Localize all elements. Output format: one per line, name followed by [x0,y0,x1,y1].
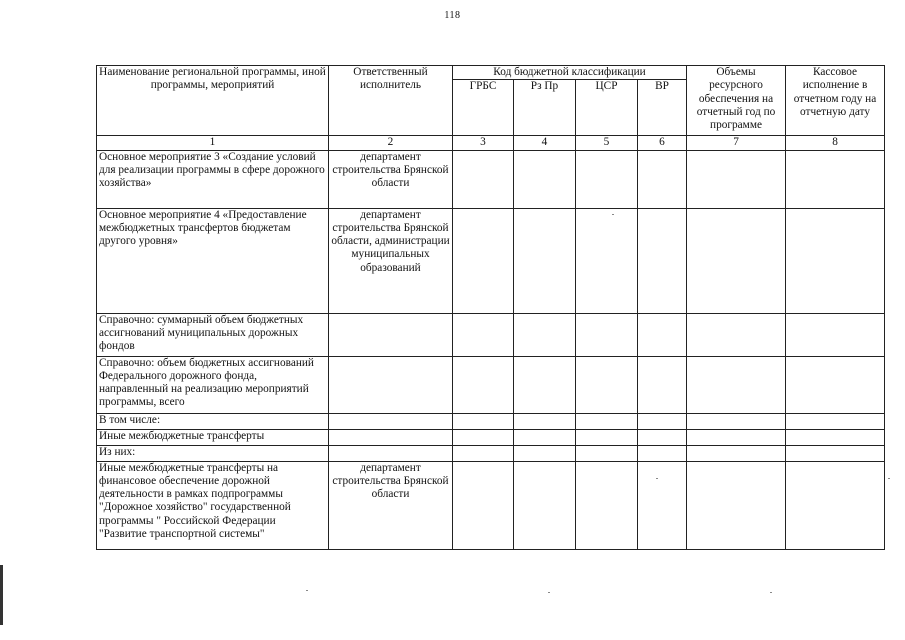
empty-cell [687,313,786,356]
row-name-cell: Основное мероприятие 4 «Предоставление межбюджетных трансфертов бюджетам другого уровня» [97,208,329,313]
row-name-cell: Справочно: суммарный объем бюджетных ассигнований муниципальных дорожных фондов [97,313,329,356]
empty-cell [514,313,576,356]
scan-edge-mark [0,565,3,625]
header-executor: Ответственный исполнитель [329,66,453,136]
row-executor-cell: департамент строительства Брянской области [329,150,453,208]
row-executor-cell [329,445,453,461]
row-executor-cell: департамент строительства Брянской области [329,461,453,549]
budget-report-table [96,65,885,550]
scan-speck [656,478,658,479]
empty-cell [786,429,885,445]
table-row [97,461,885,549]
table-row [97,208,885,313]
empty-cell [687,445,786,461]
header-budget-code: Код бюджетной классификации [453,66,687,80]
header-name: Наименование региональной программы, иной программы, мероприятий [97,66,329,136]
empty-cell [514,461,576,549]
empty-cell [786,356,885,413]
column-number: 5 [576,136,638,150]
empty-cell [638,208,687,313]
header-volume: Объемы ресурсного обеспечения на отчетный год по программе [687,66,786,136]
empty-cell [638,429,687,445]
empty-cell [514,413,576,429]
header-rzpr: Рз Пр [514,80,576,136]
row-name-cell: Основное мероприятие 3 «Создание условий для реализации программы в сфере дорожного хозяйства» [97,150,329,208]
table-row [97,313,885,356]
empty-cell [453,445,514,461]
empty-cell [638,356,687,413]
column-number: 6 [638,136,687,150]
row-name-cell: Иные межбюджетные трансферты на финансовое обеспечение дорожной деятельности в рамках подпрограммы "Дорожное хозяйство" государственной программы " Российской Федерации "Развитие транспортной системы" [97,461,329,549]
empty-cell [514,429,576,445]
empty-cell [786,208,885,313]
empty-cell [687,356,786,413]
empty-cell [687,461,786,549]
empty-cell [453,150,514,208]
row-executor-cell [329,413,453,429]
scan-speck [612,214,614,215]
column-number: 1 [97,136,329,150]
empty-cell [453,429,514,445]
row-name-cell: Справочно: объем бюджетных ассигнований Федерального дорожного фонда, направленный на реализацию мероприятий программы, всего [97,356,329,413]
empty-cell [786,445,885,461]
empty-cell [786,461,885,549]
table-row [97,356,885,413]
column-number-row [97,136,885,150]
header-cash: Кассовое исполнение в отчетном году на отчетную дату [786,66,885,136]
row-name-cell: В том числе: [97,413,329,429]
scan-speck [770,592,772,593]
column-number: 2 [329,136,453,150]
empty-cell [638,150,687,208]
row-executor-cell [329,313,453,356]
row-executor-cell [329,356,453,413]
empty-cell [514,356,576,413]
empty-cell [687,208,786,313]
row-executor-cell: департамент строительства Брянской области, администрации муниципальных образований [329,208,453,313]
column-number: 7 [687,136,786,150]
empty-cell [576,356,638,413]
scan-speck [306,590,308,591]
header-vr: ВР [638,80,687,136]
empty-cell [638,313,687,356]
empty-cell [687,413,786,429]
empty-cell [786,150,885,208]
empty-cell [453,413,514,429]
empty-cell [687,429,786,445]
table-row [97,413,885,429]
empty-cell [786,413,885,429]
empty-cell [576,461,638,549]
row-name-cell: Из них: [97,445,329,461]
table-row [97,445,885,461]
empty-cell [576,413,638,429]
scan-speck [548,592,550,593]
empty-cell [453,208,514,313]
table-row [97,150,885,208]
empty-cell [514,208,576,313]
empty-cell [514,150,576,208]
empty-cell [576,150,638,208]
scan-speck [888,478,890,479]
column-number: 3 [453,136,514,150]
empty-cell [576,313,638,356]
column-number: 4 [514,136,576,150]
empty-cell [687,150,786,208]
page-number: 118 [444,10,461,21]
empty-cell [638,413,687,429]
empty-cell [453,313,514,356]
empty-cell [453,461,514,549]
empty-cell [453,356,514,413]
empty-cell [576,208,638,313]
table-row [97,429,885,445]
header-row-top [97,66,885,80]
empty-cell [514,445,576,461]
header-grbs: ГРБС [453,80,514,136]
empty-cell [786,313,885,356]
empty-cell [576,429,638,445]
column-number: 8 [786,136,885,150]
header-csr: ЦСР [576,80,638,136]
empty-cell [638,461,687,549]
row-name-cell: Иные межбюджетные трансферты [97,429,329,445]
empty-cell [638,445,687,461]
empty-cell [576,445,638,461]
row-executor-cell [329,429,453,445]
